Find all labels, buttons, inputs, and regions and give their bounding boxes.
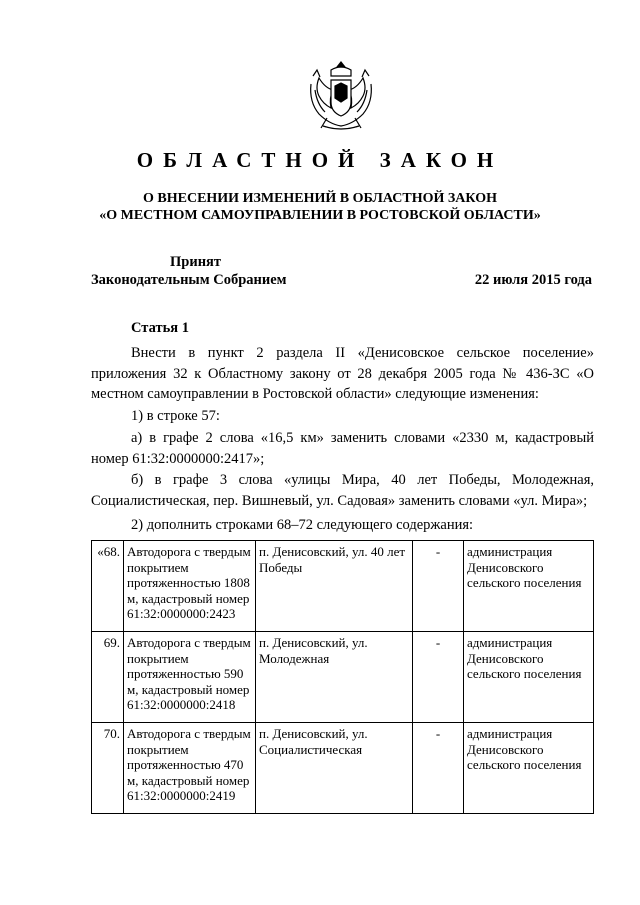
road-address: п. Денисовский, ул. Молодежная bbox=[256, 632, 413, 723]
road-address: п. Денисовский, ул. 40 лет Победы bbox=[256, 541, 413, 632]
table-row bbox=[92, 541, 594, 632]
empty-cell-dash: - bbox=[413, 723, 464, 814]
road-description: Автодорога с твердым покрытием протяженностью 1808 м, кадастровый номер 61:32:0000000:2423 bbox=[124, 541, 256, 632]
paragraph-item-2: 2) дополнить строками 68–72 следующего содержания: bbox=[131, 517, 474, 533]
road-address: п. Денисовский, ул. Социалистическая bbox=[256, 723, 413, 814]
paragraph-intro: Внести в пункт 2 раздела II «Денисовское сельское поселение» приложения 32 к Областному закону от 28 декабря 2005 года № 436-ЗС «О местном самоуправлении в Ростовской области» следующие изменения: bbox=[91, 345, 594, 402]
document-title: ОБЛАСТНОЙ ЗАКОН bbox=[136, 148, 504, 172]
roads-table bbox=[91, 540, 594, 814]
article-heading: Статья 1 bbox=[131, 320, 189, 336]
row-number: 70. bbox=[92, 723, 124, 814]
road-description: Автодорога с твердым покрытием протяженностью 470 м, кадастровый номер 61:32:0000000:2419 bbox=[124, 723, 256, 814]
table-row bbox=[92, 632, 594, 723]
law-subtitle-line1: О ВНЕСЕНИИ ИЗМЕНЕНИЙ В ОБЛАСТНОЙ ЗАКОН bbox=[143, 191, 497, 206]
road-description: Автодорога с твердым покрытием протяженностью 590 м, кадастровый номер 61:32:0000000:2418 bbox=[124, 632, 256, 723]
empty-cell-dash: - bbox=[413, 541, 464, 632]
empty-cell-dash: - bbox=[413, 632, 464, 723]
paragraph-item-b: б) в графе 3 слова «улицы Мира, 40 лет Победы, Молодежная, Социалистическая, пер. Вишневый, ул. Садовая» заменить словами «ул. Мира»; bbox=[91, 472, 594, 509]
row-number: «68. bbox=[92, 541, 124, 632]
road-owner: администрация Денисовского сельского поселения bbox=[464, 632, 594, 723]
adoption-date: 22 июля 2015 года bbox=[474, 272, 592, 288]
table-row bbox=[92, 723, 594, 814]
accepted-label: Принят bbox=[170, 254, 222, 270]
paragraph-item-a: а) в графе 2 слова «16,5 км» заменить словами «2330 м, кадастровый номер 61:32:0000000:2417»; bbox=[91, 430, 594, 467]
law-subtitle-line2: «О МЕСТНОМ САМОУПРАВЛЕНИИ В РОСТОВСКОЙ ОБЛАСТИ» bbox=[99, 208, 541, 223]
accepted-by-label: Законодательным Собранием bbox=[91, 272, 287, 288]
coat-of-arms-icon bbox=[301, 56, 381, 136]
row-number: 69. bbox=[92, 632, 124, 723]
paragraph-item-1: 1) в строке 57: bbox=[131, 408, 220, 424]
road-owner: администрация Денисовского сельского поселения bbox=[464, 723, 594, 814]
road-owner: администрация Денисовского сельского поселения bbox=[464, 541, 594, 632]
